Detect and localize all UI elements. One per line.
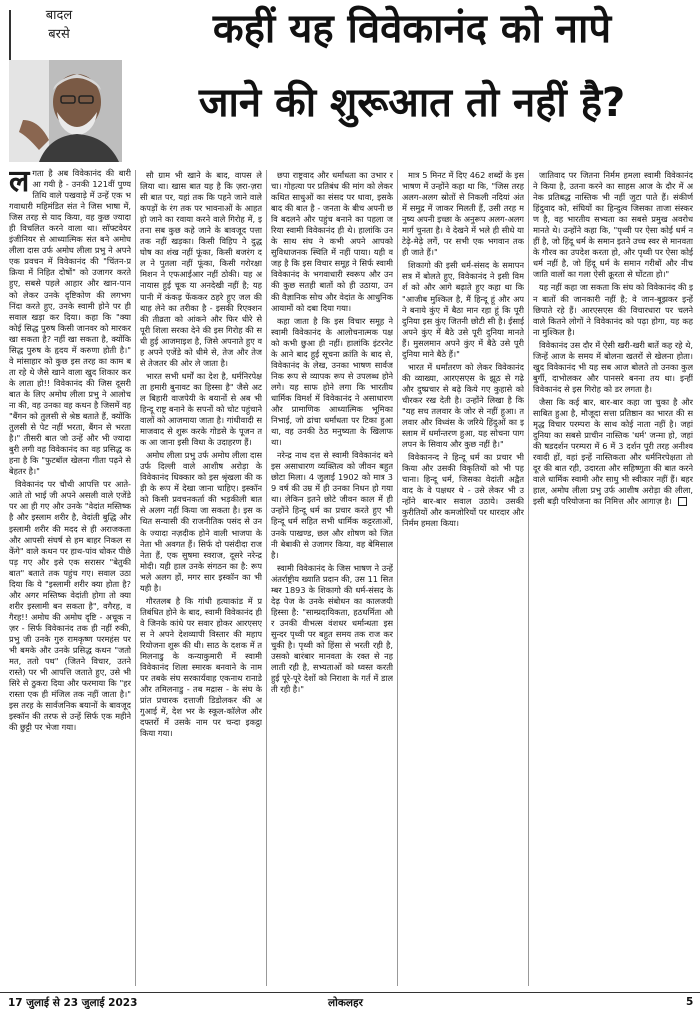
author-first-name: बादल — [45, 8, 73, 23]
column-paragraph: शिकागो की इसी धर्म-संसद के समापन सत्र में बोलते हुए, विवेकानंद ने इसी विमर्श को और आगे बढ़ाते हुए कहा था कि "आजीब मुश्किल है, मैं हिन्दू हूं और अपने बनाये कुंए में बैठा मान रहा हूं कि पूरी दुनिया इस कुंए जितनी छोटी सी है। ईसाई अपने कुंए में बैठे उसे पूरी दुनिया मानते हैं। मुसलमान अपने कुंए में बैठे उसे पूरी दुनिया माने बैठे हैं।" — [402, 260, 524, 359]
byline-rule — [9, 10, 11, 60]
column-rule — [135, 170, 136, 986]
publication-name: लोकलहर — [328, 997, 363, 1009]
footer-rule — [0, 992, 700, 993]
column-paragraph: विवेकानंद पर चौथी आपत्ति पर आते-आते तो भाई जी अपने असली वाले एजेंडे पर आ ही गए और उनके "वेदांत मस्तिष्क है और इस्लाम शरीर है, वेदांती बुद्धि और इस्लामी शरीर की मदद से ही अराजकता और आपसी संघर्ष से हम बाहर निकल सकेंगे" वाले कथन पर हाथ-पांव धोकर पीछे पड़ गए और इसे एक सरासर "बेतुकी बात" बताते तक पहुंच गए। सवाल उठा दिया कि ये "इस्लामी शरीर क्या होता है? और अगर मस्तिष्क वेदांती होगा तो क्या शरीर इस्लामी बन सकता है", वगैरह, वगैरह!! अमोघ की अमोघ दृष्टि - अचूक नज़र - सिर्फ विवेकानंद तक ही नहीं रुकी, प्रभु जी उनके गुरु रामकृष्ण परमहंस पर भी बमके और उनके प्रसिद्ध कथन "जतो मत, ततो पथ" (जितने विचार, उतने रास्ते) पर भी आपत्ति जताते हुए, उसे भी सिरे से ठुकरा दिया और फरमाया कि "हर रास्ता एक ही मंजिल तक नहीं जाता है।" इस तरह के सार्वजनिक बयानों के बावजूद इस्कॉन की तरफ से उन्हें सिर्फ एक महीने की छुट्टी पर भेजा गया। — [9, 479, 131, 733]
column-paragraph: नरेन्द्र नाथ दत्त से स्वामी विवेकानंद बने इस असाधारण व्यक्तित्व को जीवन बहुत छोटा मिला। 4 जुलाई 1902 को मात्र 39 वर्ष की उम्र में ही उनका निधन हो गया था। लेकिन इतने छोटे जीवन काल में ही उन्होंने हिन्दू धर्म का प्रचार करते हुए भी हिन्दू धर्म सहित सभी धार्मिक कट्टरताओं, उनके पाखण्ड, छल और शोषण को जितनी बेबाकी से उजागर किया, वह बेमिसाल है। — [271, 450, 393, 560]
author-byline — [9, 6, 109, 64]
headline-line-2: जाने की शुरूआत तो नहीं है? — [198, 80, 626, 126]
column-rule — [397, 170, 398, 986]
column-paragraph: छपा राष्ट्रवाद और धर्मांधता का उभार रचा। गोहत्या पर प्रतिबंध की मांग को लेकर कथित साधुओं का संसद पर धावा, इसके बाद की बात है - जनता के बीच अपनी छवि बदलने और पहुंच बनाने का पहला जरिया स्वामी विवेकानंद ही थे। हालांकि उनके साथ संघ ने कभी अपने आपको सुविधाजनक स्थिति में नहीं पाया। यही वजह है कि इस विचार समूह ने सिर्फ स्वामी विवेकानंद के भगवाधारी स्वरूप और उनकी कुछ सतही बातों को ही उठाया, उनकी वैज्ञानिक सोच और वेदांत के आधुनिक आयामों को दबा दिया गया। — [271, 170, 393, 313]
drop-cap: ल — [9, 168, 30, 199]
column-paragraph: जैसा कि कई बार, बार-बार कहा जा चुका है और साबित हुआ है, मौजूदा सत्ता प्रतिष्ठान का भारत की समृद्ध विचार परम्परा के साथ कोई नाता नहीं है। जहां दुनिया का सबसे प्राचीन नास्तिक 'धर्म' जन्मा हो, जहां की षडदर्शन परम्परा में 6 में 3 दर्शन पूरी तरह अनीश्वरवादी हों, वहां इन्हें नास्तिकता और धर्मनिरपेक्षता तो दूर की बात रही, उदारता और सहिष्णुता की बात करने वाले धार्मिक स्वामी और साधु भी स्वीकार नहीं हैं। बहरहाल, अमोघ लीला प्रभु उर्फ आशीष अरोड़ा की लीला, इसी बड़ी परियोजना का निमित्त और आगाज़ है। — [533, 396, 693, 507]
article-column-5 — [533, 170, 693, 988]
author-last-name: बरसे — [48, 27, 70, 42]
column-rule — [528, 170, 529, 986]
column-paragraph: सौ ग्राम भी खाने के बाद, वापस ले लिया था। खास बात यह है कि ज़रा-ज़रा सी बात पर, यहां तक कि पहने जाने वाले कपड़ों के रंग तक पर भावनाओं के आहत हो जाने का रवाया करने वाले गिरोह में, इतना सब कुछ कहे जाने के बावजूद पत्ता तक नहीं खड़का। किसी विहिप ने दुद्ध घोष का शंख नहीं फूंका, किसी बजरंग दल ने पुतला नहीं फूंका, किसी गरोरक्षा मिशन ने एफआईआर नहीं ठोकी। यह अनायास हुई चूक या अनदेखी नहीं है; यह पानी में कंकड़ फेंककर ठहरे हुए जल की थाह लेने का तरीका है - इसकी रिएक्शन की तीव्रता को आंकने और फिर धीरे से पूरी शिला सरका देने की इस गिरोह की सधी हुई आजमाइश है, जिसे अपनाते हुए वह अपने एजेंडे को धीमे से, तेज और तेज से तेजतर की ओर ले जाता है। — [140, 170, 262, 368]
column-paragraph: गता है अब विवेकानंद की बारी आ गयी है - उनकी 121वीं पुण्यतिथि वाले पखवाड़े में उन्हें एक भगवाधारी महिमंडित संत ने जिस भाषा में, जिस तरह से याद किया, वह कुछ ज्यादा ही विचलित करने वाला था। सॉफ्टवेयर इंजीनियर से आध्यात्मिक संत बने अमोघ लीला दास उर्फ अमोघ लीला प्रभु ने अपने एक प्रवचन में विवेकानंद की "चिंतन-प्रक्रिया में निहित दोषों" को उजागर करते हुए, सबसे पहले आहार और खान-पान को लेकर उनके दृष्टिकोण की लगभग निंदा करते हुए, उनके स्वामी होने पर ही सवाल खड़ा कर दिया। कहा कि "क्या कोई सिद्ध पुरुष किसी जानवर को मारकर खा सकता है? नहीं खा सकता है, क्योंकि सिद्ध पुरुष के हृदय में करुणा होती है।" वे मांसाहार को कुछ इस तरह का काम बता रहे थे जैसे खाने वाला खुद शिकार करके लाता हो!! विवेकानंद की जिस दूसरी बात के लिए अमोघ लीला प्रभु ने आलोचना की, वह उनका वह कथन है जिसमें वह "बैंगन को तुलसी से श्रेष्ठ बताते हैं, क्योंकि तुलसी से पेट नहीं भरता, बैंगन से भरता है।" तीसरी बात जो उन्हें और भी ज्यादा बुरी लगी वह विवेकानंद का वह प्रसिद्ध कहना है कि "फुटबॉल खेलना गीता पढ़ने से बेहतर है।" — [9, 168, 131, 477]
column-paragraph: कहा जाता है कि इस विचार समूह ने स्वामी विवेकानंद के आलोचनात्मक पक्ष को कभी छुआ ही नहीं। हालांकि इंटरनेट के आने बाद हुई सूचना क्रांति के बाद से, विवेकानंद के लेख, उनका भाषण सार्वजनिक रूप से व्यापक रूप से उपलब्ध होने लगे। यह साफ होने लगा कि भारतीय धार्मिक विमर्श में विवेकानंद ने असाधारण और प्रामाणिक आध्यात्मिक भूमिका निभाई, जो ढांचा धर्मांधता पर टिका हुआ था, वह उनकी ठेठ मनुष्यता के खिलाफ था। — [271, 315, 393, 448]
author-photo — [9, 60, 122, 162]
column-paragraph: मात्र 5 मिनट में दिए 462 शब्दों के इस भाषण में उन्होंने कहा था कि, "जिस तरह अलग-अलग स्रोतों से निकली नदियां अंत में समुद्र में जाकर मिलती हैं, उसी तरह मनुष्य अपनी इच्छा के अनुरूप अलग-अलग मार्ग चुनता है। वे देखने में भले ही सीधे या टेढ़े-मेढ़े लगें, पर सभी एक भगवान तक ही जाते हैं।" — [402, 170, 524, 258]
end-of-article-icon — [678, 497, 687, 506]
column-paragraph: विवेकानन्द ने हिन्दू धर्म का प्रचार भी किया और उसकी विकृतियों को भी पहचाना। हिन्दू धर्म, जिसका वेदांती अद्वैतवाद के वे पक्षधर थे - उसे लेकर भी उन्होंने बार-बार सवाल उठाये। उसकी कुरीतियों और कमजोरियों पर धारदार और निर्मम हमला किया। — [402, 452, 524, 529]
page-number: 5 — [686, 996, 694, 1008]
headline-line-1: कहीं यह विवेकानंद को नापे — [212, 6, 612, 52]
column-paragraph: विवेकानंद उस दौर में ऐसी खरी-खरी बातें कह रहे थे, जिन्हें आज के समय में बोलना खतरों से खेलना होता। खुद विवेकानंद भी यह सब आज बोलते तो उनका कुलबुर्गी, दाभोलकर और पानसरे बनना तय था। इन्हीं विवेकानंद से इस गिरोह को डर लगता है। — [533, 339, 693, 394]
article-column-1 — [9, 168, 131, 988]
column-paragraph: भारत सभी धर्मों का देश है, धर्मनिरपेक्षता हमारी बुनावट का हिस्सा है" जैसे अटल बिहारी वाजपेयी के बयानों से अब भी हिन्दू राष्ट्र बनाने के सपनों को चोट पहुंचाने वालों को आजमाया जाता है। गांधीवादी समाजवाद से शुरू करके गोडसे के पूजन तक आ जाना इसी विधा के उदाहरण हैं। — [140, 370, 262, 448]
column-paragraph: जातिवाद पर जितना निर्मम हमला स्वामी विवेकानंद ने किया है, उतना करने का साहस आज के दौर में अनेक प्रतिबद्ध नास्तिक भी नहीं जुटा पाते हैं। संकीर्ण हिंदुवाद को, संघियों का हिन्दुत्व जिसका ताजा संस्करण है, वह भारतीय सभ्यता का सबसे प्रमुख अवरोध मानते थे। उन्होंने कहा कि, "पृथ्वी पर ऐसा कोई धर्म नहीं है, जो हिंदू धर्म के समान इतने उच्च स्वर से मानवता के गौरव का उपदेश करता हो, और पृथ्वी पर ऐसा कोई धर्म नहीं है, जो हिंदू धर्म के समान गरीबों और नीच जाति वालों का गला ऐसी क्रूरता से घोंटता हो।" — [533, 170, 693, 280]
article-column-3 — [271, 170, 393, 988]
issue-date: 17 जुलाई से 23 जुलाई 2023 — [8, 997, 138, 1009]
column-rule — [266, 170, 267, 986]
column-paragraph: भारत में धर्मांतरण को लेकर विवेकानंद की व्याख्या, आरएसएस के झूठ से गढ़े और दुष्प्रचार से बढ़े किये गए कुहासे को चीरकर रख देती है। उन्होंने लिखा है कि "यह सच तलवार के जोर से नहीं हुआ। तलवार और विध्वंस के जरिये हिंदुओं का इस्लाम में धर्मान्तरण हुआ, यह सोचना पागलपन के सिवाय और कुछ नहीं है।" — [402, 361, 524, 450]
article-column-2 — [140, 170, 262, 988]
column-paragraph: गौरतलब है कि गांधी हत्याकांड में प्रतिबंधित होने के बाद, स्वामी विवेकानंद ही वे जिनके कांधे पर सवार होकर आरएसएस ने अपने देशव्यापी विस्तार की महापरियोजना शुरू की थी। साठ के दशक में तमिलनाडु के कन्याकुमारी में स्वामी विवेकानंद शिला स्मारक बनवाने के नाम पर तबके संघ सरकार्यवाह एकनाथ रानाडे और तमिलनाडु - तब मद्रास - के संघ के प्रांत प्रचारक दत्ताजी डिडोलकर की अगुआई में, देश भर के स्कूल-कॉलेज और दफ्तरों में उसके नाम पर चन्दा इकट्ठा किया गया। — [140, 595, 262, 739]
article-column-4 — [402, 170, 524, 988]
column-paragraph: यह नहीं कहा जा सकता कि संघ को विवेकानंद की इन बातों की जानकारी नहीं है; वे जान-बूझकर इन्हें छिपाते रहे हैं। आरएसएस की विचारधारा पर चलने वाले कितने लोगों ने विवेकानंद को पढ़ा होगा, यह कहना मुश्किल है। — [533, 282, 693, 337]
column-paragraph: स्वामी विवेकानंद के जिस भाषण ने उन्हें अंतर्राष्ट्रीय ख्याति प्रदान की, उस 11 सितम्बर 1893 के शिकागो की धर्म-संसद के देढ़ पेज के उनके संबोधन का कालजयी हिस्सा है: "साम्प्रदायिकता, हठधर्मिता और उनकी वीभत्स वंशधर धर्मान्धता इस सुन्दर पृथ्वी पर बहुत समय तक राज कर चुकी है। पृथ्वी को हिंसा से भरती रही है, उसको बारंबार मानवता के रक्त से नहलाती रही है, सभ्यताओं को ध्वस्त करती हुई पूरे-पूरे देशों को निराशा के गर्त में डालती रही है।" — [271, 562, 393, 695]
column-paragraph: अमोघ लीला प्रभु उर्फ अमोघ लीला दास उर्फ दिल्ली वाले आशीष अरोड़ा के विवेकानंद धिक्कार को इस श्रृंखला की कड़ी के रूप में देखा जाना चाहिए। इस्कॉन को किसी प्रवचनकर्ता की भड़कीली बात से अलग नहीं किया जा सकता है। इस कथित सन्यासी की राजनीतिक पसंद से उनके ज्यादा नज़दीक होने वाली भाजपा के नेता भी अवगत हैं। सिर्फ दो पसंदीदा राजनेता हैं, एक सुषमा स्वराज, दूसरे नरेन्द्र मोदी। यही हाल उनके संगठन का है: रूप भले अलग हों, मगर सार इस्कॉन का भी यही है। — [140, 450, 262, 593]
